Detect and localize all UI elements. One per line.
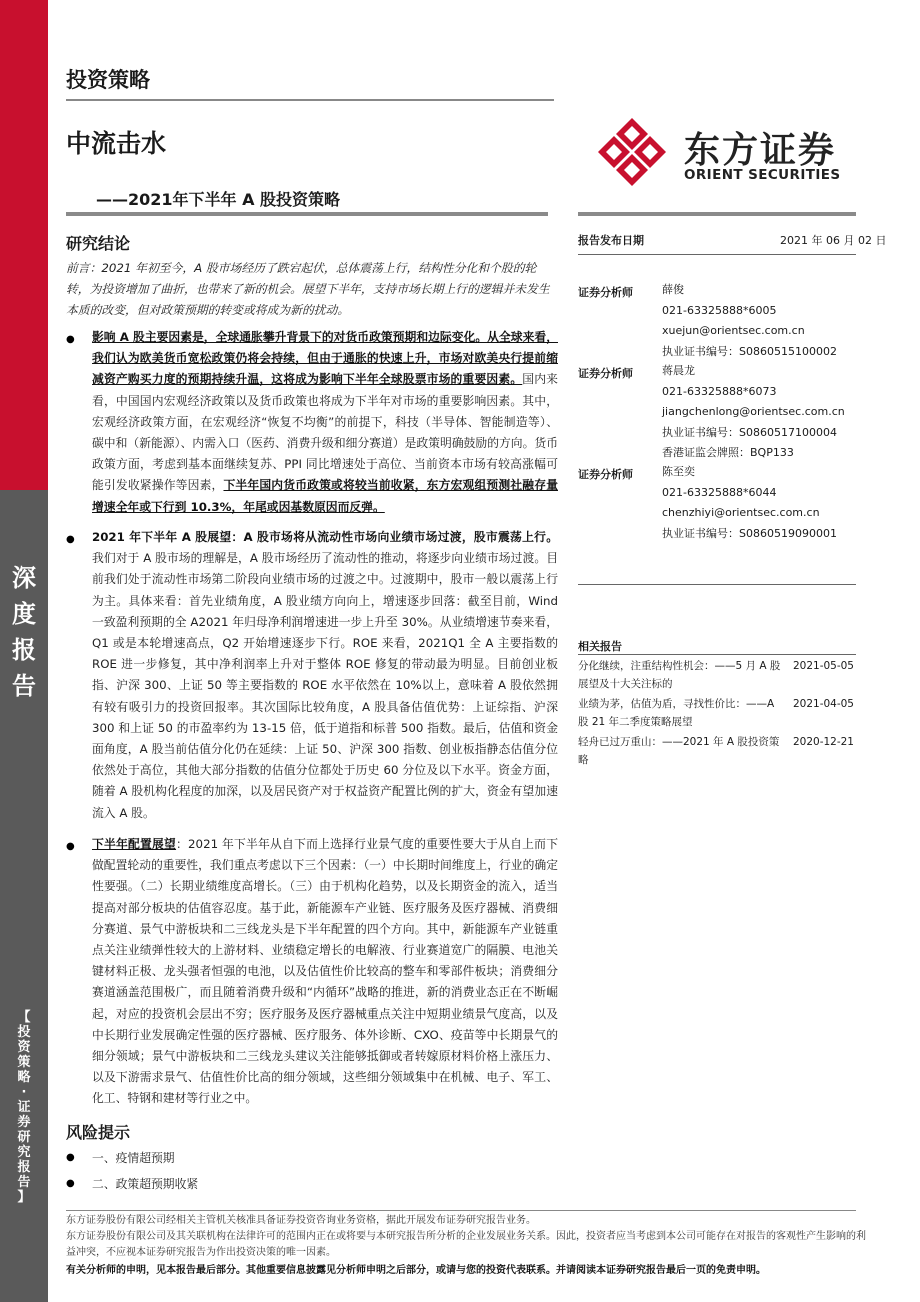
divider [66, 212, 548, 216]
analyst-block [662, 280, 837, 362]
footer-disclaimer: 有关分析师的申明，见本报告最后部分。其他重要信息披露见分析师申明之后部分，或请与您的投资代表联系。并请阅读本证券研究报告最后一页的免责申明。 [66, 1265, 766, 1276]
analyst-hk-license: 香港证监会牌照：BQP133 [662, 446, 794, 460]
analyst-license: 执业证书编号：S0860519090001 [662, 526, 837, 540]
side-sub-char: 】 [17, 1190, 31, 1205]
related-report-item[interactable] [578, 657, 856, 693]
side-sub-char: 报 [17, 1160, 31, 1175]
report-title: 中流击水 [66, 129, 167, 158]
point-3-text: ：2021 年下半年从自下而上选择行业景气度的重要性要大于从自上而下做配置轮动的重要性，我们重点考虑以下三个因素：（一）中长期时间维度上，行业的确定性要强。（二）长期业绩维度高增长。（三）由于机构化趋势，以及长期资金的流入，适当提高对部分板块的估值容忍度。基于此，新能源车产业链、医疗服务及医疗器械、消费细分赛道、景气中游板块和二三线龙头是下半年配置的四个方向。其中，新能源车产业链重点关注业绩弹性较大的上游材料、业绩稳定增长的电解液、行业赛道宽广的隔膜、电池关键材料正极、龙头强者恒强的电池，以及估值性价比较高的整车和零部件板块；消费细分赛道涵盖范围极广，而且随着消费升级和“内循环”战略的推进，新的消费业态正在不断崛起，对应的投资机会层出不穷；医疗服务及医疗器械重点关注中短期业绩景气度高，以及中长期行业发展确定性强的医疗器械、医疗服务、体外诊断、CXO、疫苗等中长期景气的细分领域；景气中游板块和二三线龙头建议关注能够抵御或者转嫁原材料价格上涨压力、以及下游需求景气、估值性价比高的细分领域，这些细分领域集中在机械、电子、军工、化工、特钢和建材等行业之中。 [92, 837, 558, 1106]
side-sub-char: 【 [17, 1010, 31, 1025]
point-1-text: 国内来看，中国国内宏观经济政策以及货币政策也将成为下半年对市场的重要影响因素。其中，宏观经济政策方面，在宏观经济“恢复不均衡”的前提下，科技（半导体、智能制造等）、碳中和（新能源）、内需入口（医药、消费升级和细分赛道）是政策明确鼓励的方向。货币政策方面，考虑到基本面继续复苏、PPI 同比增速处于高位、当前资本市场有较高涨幅可能引发收紧操作等因素， [92, 372, 558, 493]
analyst-license: 执业证书编号：S0860515100002 [662, 344, 837, 358]
section-heading-risk: 风险提示 [66, 1123, 131, 1142]
risk-item: 二、政策超预期收紧 [92, 1177, 199, 1191]
point-2-text: 我们对于 A 股市场的理解是，A 股市场经历了流动性的推动，将逐步向业绩市场过渡。目前我们处于流动性市场第二阶段向业绩市场的过渡之中。过渡期中，股市一般以震荡上行为主。具体来看：首先业绩角度，A 股业绩方向向上，增速逐步回落：截至目前，Wind 一致盈利预期的全 A2021 年归母净利润增速进一步上升至 30%。从业绩增速节奏来看，Q1 或是本轮增速高点，Q2 开始增速逐步下行。ROE 来看，2021Q1 全 A 主要指数的 ROE 进一步修复，其中净利润率上升对于整体 ROE 修复的带动最为明显。目前创业板指、沪深 300、上证 50 等主要指数的 ROE 水平依然在 10%以上，意味着 A 股依然拥有较有吸引力的投资回报率。其次国际比较角度，A 股具备估值优势：上证综指、沪深 300 和上证 50 的市盈率约为 13-15 倍，低于道指和标普 500 指数。最后，估值和资金面角度，A 股当前估值分化仍在延续：上证 50、沪深 300 指数、创业板指静态估值分位依然处于高位，其他大部分指数的估值分位都处于历史 60 分位及以下水平。资金方面，随着 A 股机构化程度的加深，以及居民资产对于权益资产配置比例的扩大，资金有望加速流入 A 股。 [92, 551, 558, 820]
side-sub-char: 投 [17, 1025, 31, 1040]
side-sub-char: 究 [17, 1145, 31, 1160]
analyst-name: 薛俊 [662, 283, 684, 296]
analyst-block [662, 361, 845, 464]
footer-divider [66, 1210, 856, 1211]
side-sub-char: 策 [17, 1055, 31, 1070]
side-char: 报 [12, 636, 36, 664]
analyst-email[interactable]: chenzhiyi@orientsec.com.cn [662, 506, 820, 520]
analyst-email[interactable]: jiangchenlong@orientsec.com.cn [662, 405, 845, 419]
footer-disclosure-2: 东方证券股份有限公司及其关联机构在法律许可的范围内正在或将要与本研究报告所分析的企业发展业务关系。因此，投资者应当考虑到本公司可能存在对报告的客观性产生影响的利益冲突，不应视本证券研究报告为作出投资决策的唯一因素。 [66, 1231, 866, 1258]
side-sub-char: 告 [17, 1175, 31, 1190]
side-sub-char: 券 [17, 1115, 31, 1130]
report-subtitle: ——2021年下半年 A 股投资策略 [96, 190, 341, 209]
related-report-title[interactable]: 分化继续，注重结构性机会：——5 月 A 股展望及十大关注标的 [578, 660, 781, 690]
bullet-icon: ● [66, 1178, 75, 1189]
side-report-type [0, 560, 48, 704]
risk-item: 一、疫情超预期 [92, 1151, 175, 1165]
divider [578, 254, 856, 255]
related-report-item[interactable] [578, 695, 856, 731]
analyst-phone: 021-63325888*6005 [662, 303, 777, 317]
analyst-name: 蒋晨龙 [662, 364, 695, 377]
report-category: 投资策略 [66, 68, 150, 92]
related-report-date: 2020-12-21 [792, 736, 854, 748]
related-report-item[interactable] [578, 733, 856, 769]
orient-logo-icon [596, 116, 668, 188]
side-sub-char: 资 [17, 1040, 31, 1055]
side-char: 告 [12, 672, 36, 700]
related-report-title[interactable]: 业绩为茅，估值为盾，寻找性价比：——A 股 21 年二季度策略展望 [578, 698, 775, 728]
analyst-email[interactable]: xuejun@orientsec.com.cn [662, 324, 805, 338]
point-2-bold: 2021 年下半年 A 股展望：A 股市场将从流动性市场向业绩市场过渡，股市震荡上行。 [92, 530, 558, 544]
conclusion-point-2 [92, 527, 558, 824]
analyst-phone: 021-63325888*6044 [662, 485, 777, 499]
analyst-label: 证券分析师 [578, 286, 633, 299]
divider [578, 212, 856, 216]
side-char: 度 [12, 600, 36, 628]
divider [66, 99, 554, 101]
bullet-icon: ● [66, 334, 75, 345]
related-report-date: 2021-04-05 [792, 698, 854, 710]
footer-disclosure-1: 东方证券股份有限公司经相关主管机关核准具备证券投资咨询业务资格，据此开展发布证券研究报告业务。 [66, 1215, 536, 1226]
report-date-value: 2021 年 06 月 02 日 [780, 234, 887, 247]
analyst-block [662, 462, 837, 544]
logo-text-cn: 东方证券 [684, 130, 837, 171]
report-date-label: 报告发布日期 [578, 234, 644, 247]
side-sub-char: 略 [17, 1070, 31, 1085]
analyst-name: 陈至奕 [662, 465, 695, 478]
related-report-date: 2021-05-05 [792, 660, 854, 672]
bullet-icon: ● [66, 534, 75, 545]
preface-paragraph: 前言：2021 年初至今，A 股市场经历了跌宕起伏，总体震荡上行，结构性分化和个股的轮转，为投资增加了曲折，也带来了新的机会。展望下半年，支持市场长期上行的逻辑并未发生本质的改变，但对政策预期的转变或将成为新的扰动。 [66, 261, 550, 317]
side-char: 深 [12, 564, 36, 592]
analyst-license: 执业证书编号：S0860517100004 [662, 425, 837, 439]
conclusion-point-3 [92, 834, 558, 1110]
bullet-icon: ● [66, 1152, 75, 1163]
side-red-bar [0, 0, 48, 490]
point-1-bold: 影响 A 股主要因素是，全球通胀攀升背景下的对货币政策预期和边际变化。从全球来看，我们认为欧美货币宽松政策仍将会持续，但由于通胀的快速上升，市场对欧美央行提前缩减资产购买力度的预期持续升温，这将成为影响下半年全球股票市场的重要因素。 [92, 330, 558, 387]
analyst-phone: 021-63325888*6073 [662, 384, 777, 398]
point-3-bold: 下半年配置展望 [92, 837, 177, 851]
divider [578, 654, 856, 655]
logo-text-en: ORIENT SECURITIES [684, 167, 841, 183]
side-sub-char: 证 [17, 1100, 31, 1115]
related-reports-heading: 相关报告 [578, 640, 622, 653]
related-report-title[interactable]: 轻舟已过万重山：——2021 年 A 股投资策略 [578, 736, 780, 766]
conclusion-point-1 [92, 327, 558, 518]
divider [578, 584, 856, 585]
analyst-label: 证券分析师 [578, 468, 633, 481]
side-sub-char: 研 [17, 1130, 31, 1145]
section-heading-conclusion: 研究结论 [66, 234, 131, 253]
bullet-icon: ● [66, 841, 75, 852]
side-report-category [0, 1010, 48, 1205]
analyst-label: 证券分析师 [578, 367, 633, 380]
point-1-bold-2: 下半年国内货币政策或将较当前收紧，东方宏观组预测社融存量增速全年或下行到 10.3%，年尾或因基数原因而反弹。 [92, 478, 558, 514]
side-sub-char: · [21, 1085, 27, 1100]
